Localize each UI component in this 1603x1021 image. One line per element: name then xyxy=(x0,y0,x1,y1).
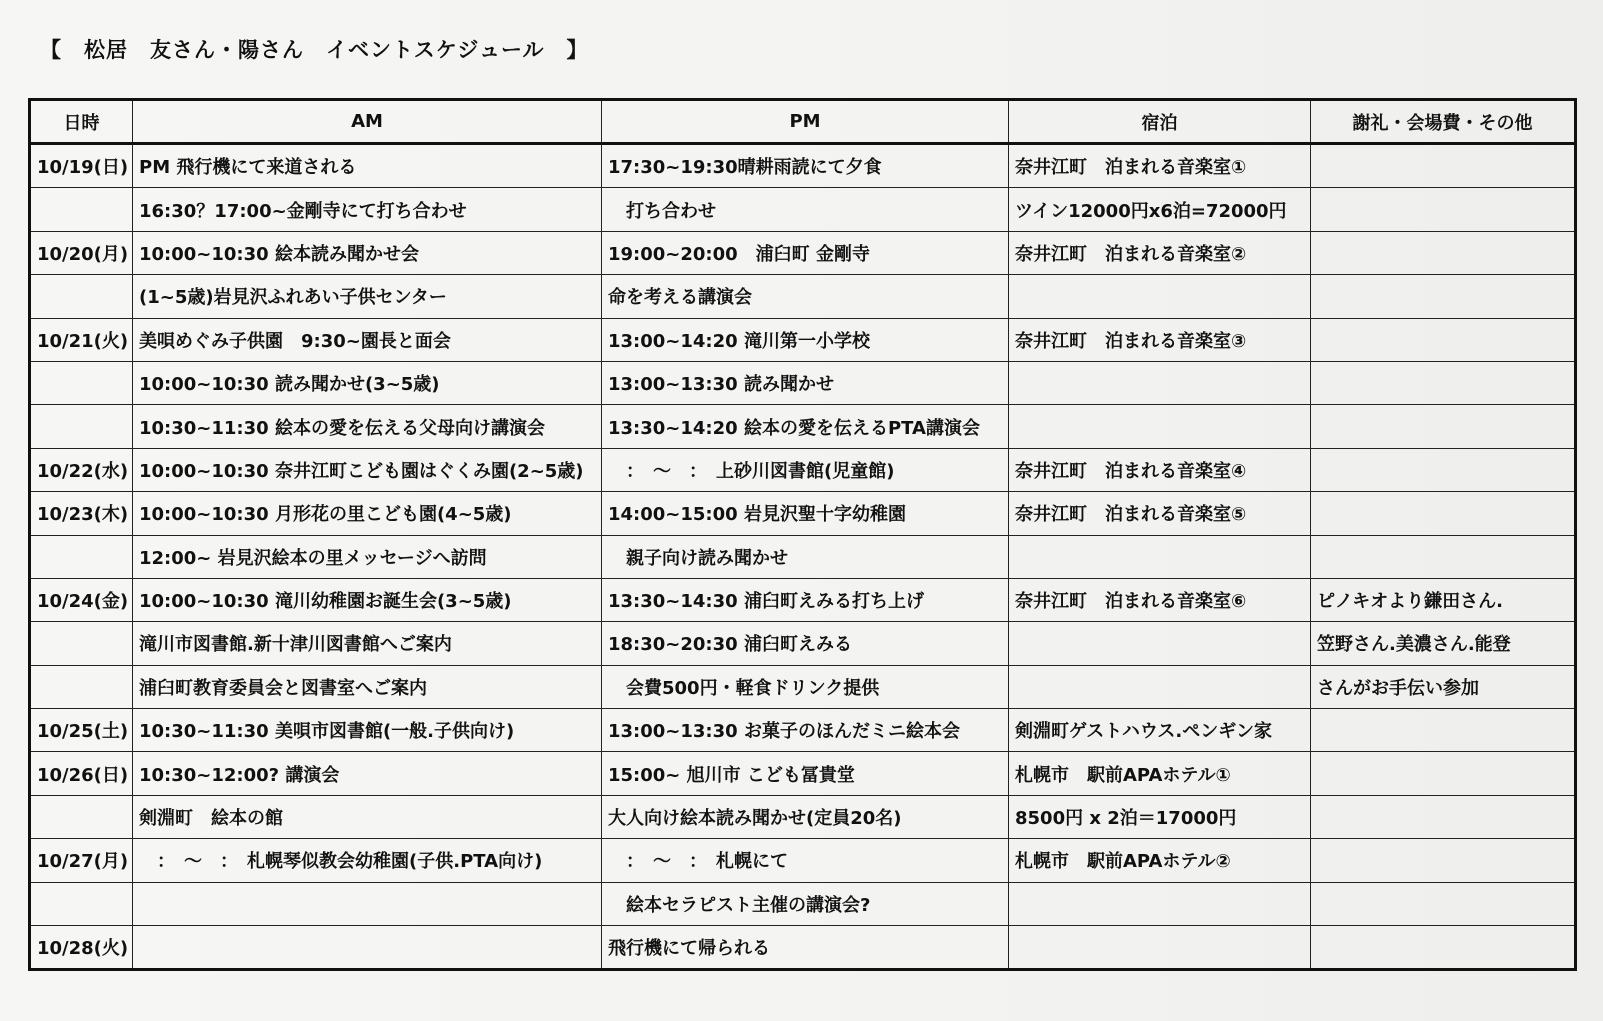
date-cell: 10/24(金) xyxy=(30,578,133,621)
pm-cell: 13:30~14:30 浦臼町えみる打ち上げ xyxy=(602,578,1009,621)
table-row xyxy=(30,231,1576,274)
fee-cell xyxy=(1311,535,1576,578)
header-pm: PM xyxy=(602,100,1009,144)
table-row xyxy=(30,318,1576,361)
am-cell: 10:00~10:30 絵本読み聞かせ会 xyxy=(133,231,602,274)
document-title: 【 松居 友さん・陽さん イベントスケジュール 】 xyxy=(40,38,589,62)
table-row xyxy=(30,882,1576,925)
am-cell: 滝川市図書館.新十津川図書館へご案内 xyxy=(133,622,602,665)
table-row xyxy=(30,144,1576,188)
date-cell: 10/19(日) xyxy=(30,144,133,188)
schedule-table xyxy=(28,98,1577,971)
table-row xyxy=(30,665,1576,708)
am-cell: 10:00~10:30 滝川幼稚園お誕生会(3~5歳) xyxy=(133,578,602,621)
stay-cell: 奈井江町 泊まれる音楽室⑤ xyxy=(1009,492,1311,535)
fee-cell xyxy=(1311,926,1576,970)
fee-cell: 笠野さん.美濃さん.能登 xyxy=(1311,622,1576,665)
fee-cell xyxy=(1311,752,1576,795)
stay-cell xyxy=(1009,926,1311,970)
am-cell: 10:30~11:30 美唄市図書館(一般.子供向け) xyxy=(133,709,602,752)
date-cell xyxy=(30,882,133,925)
am-cell xyxy=(133,926,602,970)
am-cell: 12:00~ 岩見沢絵本の里メッセージへ訪問 xyxy=(133,535,602,578)
pm-cell: 18:30~20:30 浦臼町えみる xyxy=(602,622,1009,665)
am-cell: (1~5歳)岩見沢ふれあい子供センター xyxy=(133,275,602,318)
fee-cell: さんがお手伝い参加 xyxy=(1311,665,1576,708)
date-cell: 10/23(木) xyxy=(30,492,133,535)
date-cell xyxy=(30,188,133,231)
fee-cell xyxy=(1311,231,1576,274)
table-row xyxy=(30,839,1576,882)
table-row xyxy=(30,405,1576,448)
date-cell: 10/26(日) xyxy=(30,752,133,795)
stay-cell: 奈井江町 泊まれる音楽室③ xyxy=(1009,318,1311,361)
header-row xyxy=(30,100,1576,144)
table-row xyxy=(30,361,1576,404)
am-cell: 浦臼町教育委員会と図書室へご案内 xyxy=(133,665,602,708)
stay-cell: 札幌市 駅前APAホテル② xyxy=(1009,839,1311,882)
am-cell: 剣淵町 絵本の館 xyxy=(133,795,602,838)
table-row xyxy=(30,448,1576,491)
am-cell xyxy=(133,882,602,925)
pm-cell: 19:00~20:00 浦臼町 金剛寺 xyxy=(602,231,1009,274)
header-am: AM xyxy=(133,100,602,144)
am-cell: 10:00~10:30 奈井江町こども園はぐくみ園(2~5歳) xyxy=(133,448,602,491)
fee-cell xyxy=(1311,188,1576,231)
stay-cell xyxy=(1009,405,1311,448)
stay-cell xyxy=(1009,275,1311,318)
pm-cell: 親子向け読み聞かせ xyxy=(602,535,1009,578)
table-row xyxy=(30,752,1576,795)
fee-cell xyxy=(1311,839,1576,882)
stay-cell: ツイン12000円x6泊=72000円 xyxy=(1009,188,1311,231)
table-row xyxy=(30,492,1576,535)
date-cell xyxy=(30,405,133,448)
stay-cell: 札幌市 駅前APAホテル① xyxy=(1009,752,1311,795)
table-row xyxy=(30,709,1576,752)
stay-cell xyxy=(1009,882,1311,925)
stay-cell: 奈井江町 泊まれる音楽室① xyxy=(1009,144,1311,188)
am-cell: 10:00~10:30 読み聞かせ(3~5歳) xyxy=(133,361,602,404)
table-row xyxy=(30,622,1576,665)
date-cell: 10/25(土) xyxy=(30,709,133,752)
date-cell: 10/28(火) xyxy=(30,926,133,970)
table-row xyxy=(30,275,1576,318)
pm-cell: 13:30~14:20 絵本の愛を伝えるPTA講演会 xyxy=(602,405,1009,448)
date-cell xyxy=(30,665,133,708)
am-cell: PM 飛行機にて来道される xyxy=(133,144,602,188)
table-row xyxy=(30,188,1576,231)
table-row xyxy=(30,535,1576,578)
date-cell xyxy=(30,535,133,578)
date-cell: 10/22(水) xyxy=(30,448,133,491)
am-cell: ： ～ ： 札幌琴似教会幼稚園(子供.PTA向け) xyxy=(133,839,602,882)
am-cell: 16:30？17:00~金剛寺にて打ち合わせ xyxy=(133,188,602,231)
header-date: 日時 xyxy=(30,100,133,144)
pm-cell: 13:00~13:30 読み聞かせ xyxy=(602,361,1009,404)
stay-cell: 剣淵町ゲストハウス.ペンギン家 xyxy=(1009,709,1311,752)
pm-cell: ： ～ ： 札幌にて xyxy=(602,839,1009,882)
fee-cell xyxy=(1311,448,1576,491)
stay-cell: 奈井江町 泊まれる音楽室② xyxy=(1009,231,1311,274)
date-cell: 10/20(月) xyxy=(30,231,133,274)
date-cell xyxy=(30,361,133,404)
fee-cell xyxy=(1311,795,1576,838)
date-cell: 10/21(火) xyxy=(30,318,133,361)
table-row xyxy=(30,795,1576,838)
fee-cell xyxy=(1311,144,1576,188)
am-cell: 10:30~11:30 絵本の愛を伝える父母向け講演会 xyxy=(133,405,602,448)
date-cell xyxy=(30,622,133,665)
fee-cell xyxy=(1311,275,1576,318)
stay-cell xyxy=(1009,535,1311,578)
pm-cell: 打ち合わせ xyxy=(602,188,1009,231)
fee-cell xyxy=(1311,405,1576,448)
schedule-body xyxy=(30,144,1576,970)
pm-cell: 会費500円・軽食ドリンク提供 xyxy=(602,665,1009,708)
date-cell: 10/27(月) xyxy=(30,839,133,882)
pm-cell: 大人向け絵本読み聞かせ(定員20名) xyxy=(602,795,1009,838)
header-fee: 謝礼・会場費・その他 xyxy=(1311,100,1576,144)
pm-cell: 17:30~19:30晴耕雨読にて夕食 xyxy=(602,144,1009,188)
pm-cell: 13:00~13:30 お菓子のほんだミニ絵本会 xyxy=(602,709,1009,752)
stay-cell: 8500円 x 2泊＝17000円 xyxy=(1009,795,1311,838)
am-cell: 美唄めぐみ子供園 9:30~園長と面会 xyxy=(133,318,602,361)
pm-cell: 命を考える講演会 xyxy=(602,275,1009,318)
pm-cell: 15:00~ 旭川市 こども冨貴堂 xyxy=(602,752,1009,795)
stay-cell xyxy=(1009,361,1311,404)
fee-cell: ピノキオより鎌田さん. xyxy=(1311,578,1576,621)
stay-cell xyxy=(1009,665,1311,708)
am-cell: 10:30~12:00? 講演会 xyxy=(133,752,602,795)
pm-cell: 14:00~15:00 岩見沢聖十字幼稚園 xyxy=(602,492,1009,535)
fee-cell xyxy=(1311,882,1576,925)
fee-cell xyxy=(1311,492,1576,535)
stay-cell xyxy=(1009,622,1311,665)
fee-cell xyxy=(1311,709,1576,752)
am-cell: 10:00~10:30 月形花の里こども園(4~5歳) xyxy=(133,492,602,535)
date-cell xyxy=(30,795,133,838)
stay-cell: 奈井江町 泊まれる音楽室⑥ xyxy=(1009,578,1311,621)
pm-cell: 絵本セラピスト主催の講演会? xyxy=(602,882,1009,925)
table-row xyxy=(30,926,1576,970)
date-cell xyxy=(30,275,133,318)
header-stay: 宿泊 xyxy=(1009,100,1311,144)
fee-cell xyxy=(1311,318,1576,361)
pm-cell: 13:00~14:20 滝川第一小学校 xyxy=(602,318,1009,361)
pm-cell: 飛行機にて帰られる xyxy=(602,926,1009,970)
fee-cell xyxy=(1311,361,1576,404)
pm-cell: ： ～ ： 上砂川図書館(児童館) xyxy=(602,448,1009,491)
table-row xyxy=(30,578,1576,621)
stay-cell: 奈井江町 泊まれる音楽室④ xyxy=(1009,448,1311,491)
